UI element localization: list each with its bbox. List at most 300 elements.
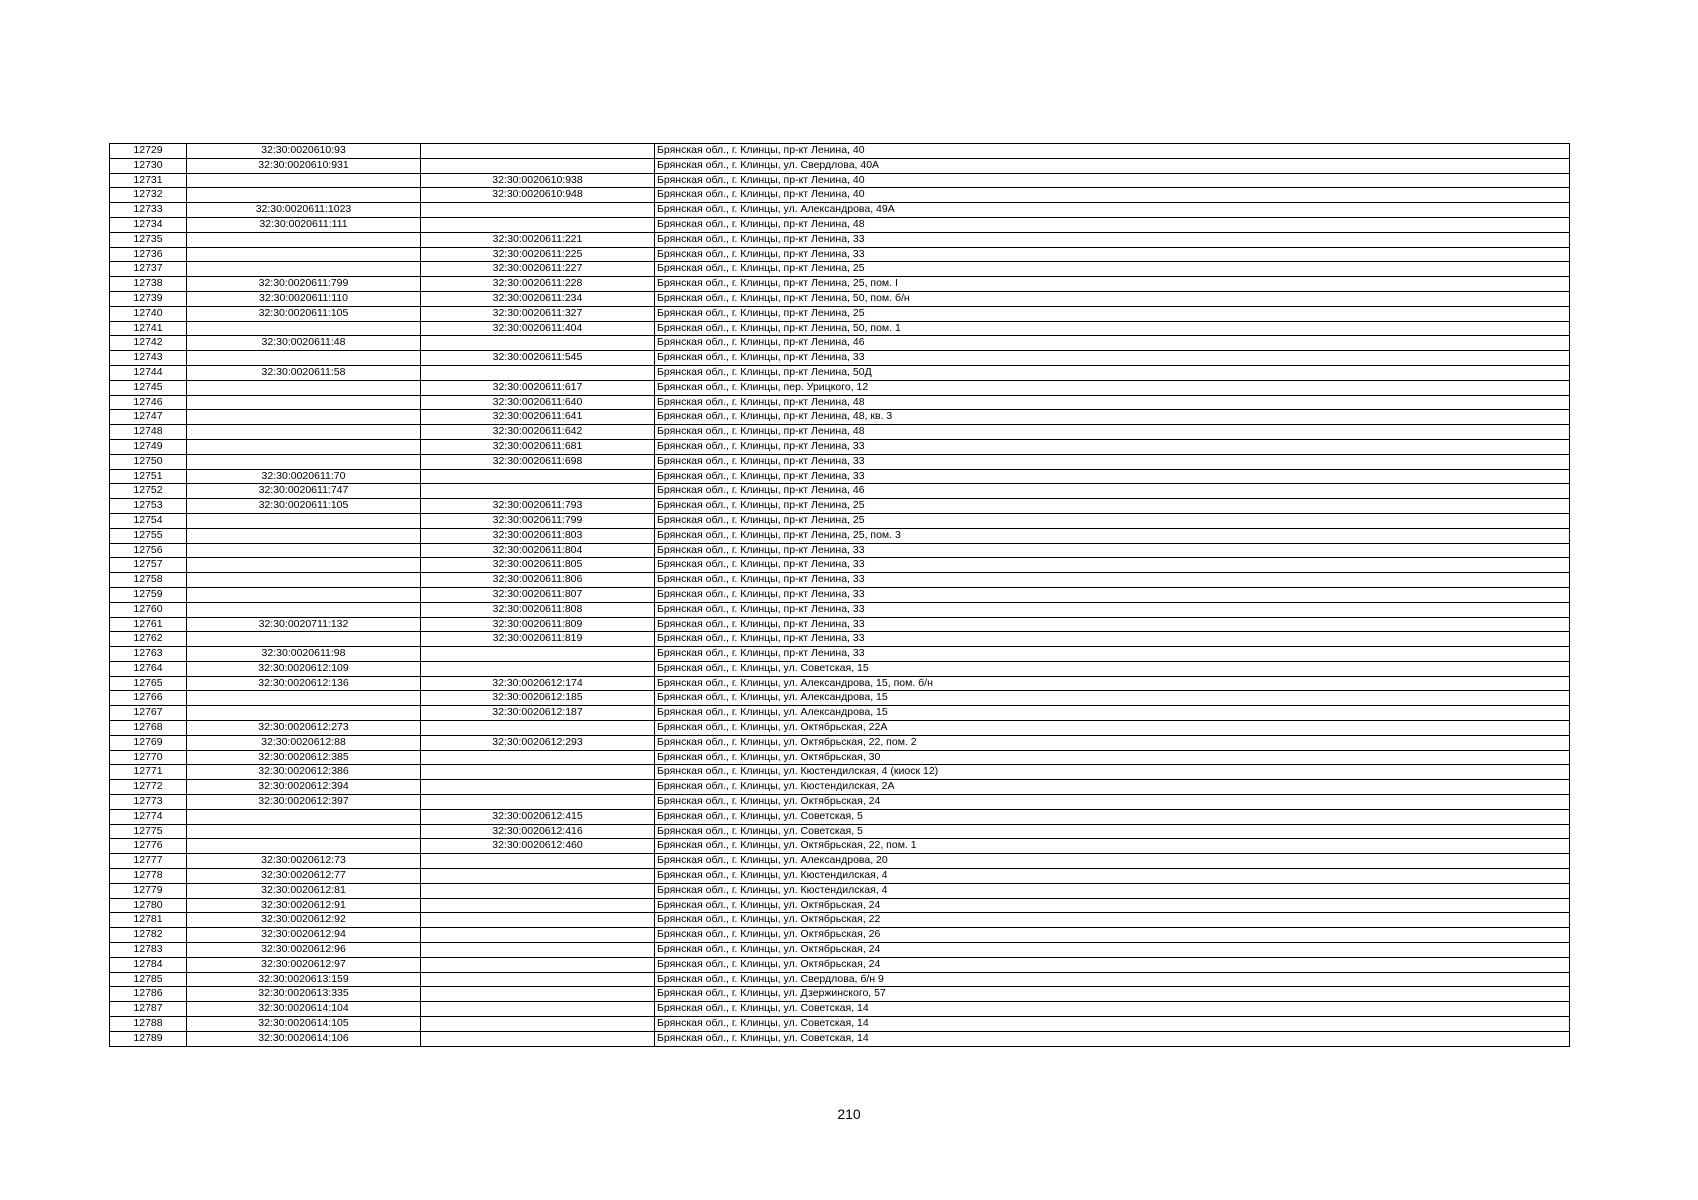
- related-cadastral-number-cell: 32:30:0020611:228: [421, 277, 655, 292]
- row-number-cell: 12770: [110, 750, 187, 765]
- related-cadastral-number-cell: 32:30:0020612:185: [421, 691, 655, 706]
- row-number-cell: 12742: [110, 336, 187, 351]
- table-row: [110, 957, 1570, 972]
- related-cadastral-number-cell: [421, 484, 655, 499]
- address-cell: Брянская обл., г. Клинцы, пр-кт Ленина, 48: [655, 395, 1570, 410]
- cadastral-number-cell: [187, 321, 421, 336]
- related-cadastral-number-cell: [421, 1002, 655, 1017]
- cadastral-number-cell: [187, 528, 421, 543]
- address-cell: Брянская обл., г. Клинцы, ул. Октябрьская, 24: [655, 943, 1570, 958]
- row-number-cell: 12773: [110, 795, 187, 810]
- address-cell: Брянская обл., г. Клинцы, пр-кт Ленина, 25: [655, 513, 1570, 528]
- address-cell: Брянская обл., г. Клинцы, ул. Александрова, 20: [655, 854, 1570, 869]
- address-cell: Брянская обл., г. Клинцы, ул. Кюстендилская, 4: [655, 869, 1570, 884]
- address-cell: Брянская обл., г. Клинцы, ул. Советская, 14: [655, 1017, 1570, 1032]
- cadastral-number-cell: 32:30:0020611:70: [187, 469, 421, 484]
- cadastral-number-cell: 32:30:0020612:109: [187, 661, 421, 676]
- row-number-cell: 12788: [110, 1017, 187, 1032]
- row-number-cell: 12752: [110, 484, 187, 499]
- table-row: [110, 809, 1570, 824]
- related-cadastral-number-cell: [421, 943, 655, 958]
- table-row: [110, 203, 1570, 218]
- address-cell: Брянская обл., г. Клинцы, ул. Октябрьская, 22: [655, 913, 1570, 928]
- row-number-cell: 12756: [110, 543, 187, 558]
- table-row: [110, 365, 1570, 380]
- table-row: [110, 602, 1570, 617]
- table-row: [110, 173, 1570, 188]
- table-row: [110, 869, 1570, 884]
- table-row: [110, 513, 1570, 528]
- cadastral-number-cell: [187, 691, 421, 706]
- address-cell: Брянская обл., г. Клинцы, пр-кт Ленина, 25, пом. 3: [655, 528, 1570, 543]
- cadastral-number-cell: 32:30:0020711:132: [187, 617, 421, 632]
- address-cell: Брянская обл., г. Клинцы, пр-кт Ленина, 50Д: [655, 365, 1570, 380]
- address-cell: Брянская обл., г. Клинцы, пр-кт Ленина, 50, пом. 1: [655, 321, 1570, 336]
- related-cadastral-number-cell: 32:30:0020611:225: [421, 247, 655, 262]
- table-row: [110, 469, 1570, 484]
- table-row: [110, 277, 1570, 292]
- row-number-cell: 12776: [110, 839, 187, 854]
- related-cadastral-number-cell: 32:30:0020611:221: [421, 232, 655, 247]
- address-cell: Брянская обл., г. Клинцы, ул. Октябрьская, 24: [655, 898, 1570, 913]
- address-cell: Брянская обл., г. Клинцы, ул. Свердлова, б/н 9: [655, 972, 1570, 987]
- table-row: [110, 706, 1570, 721]
- address-cell: Брянская обл., г. Клинцы, ул. Октябрьская, 30: [655, 750, 1570, 765]
- table-row: [110, 543, 1570, 558]
- address-cell: Брянская обл., г. Клинцы, ул. Александрова, 49А: [655, 203, 1570, 218]
- row-number-cell: 12729: [110, 144, 187, 159]
- registry-table: [109, 143, 1570, 1047]
- table-row: [110, 661, 1570, 676]
- address-cell: Брянская обл., г. Клинцы, пр-кт Ленина, 33: [655, 573, 1570, 588]
- cadastral-number-cell: [187, 543, 421, 558]
- table-row: [110, 439, 1570, 454]
- row-number-cell: 12774: [110, 809, 187, 824]
- table-row: [110, 750, 1570, 765]
- address-cell: Брянская обл., г. Клинцы, пр-кт Ленина, 33: [655, 469, 1570, 484]
- row-number-cell: 12766: [110, 691, 187, 706]
- cadastral-number-cell: 32:30:0020612:96: [187, 943, 421, 958]
- table-row: [110, 824, 1570, 839]
- row-number-cell: 12778: [110, 869, 187, 884]
- row-number-cell: 12731: [110, 173, 187, 188]
- row-number-cell: 12745: [110, 380, 187, 395]
- address-cell: Брянская обл., г. Клинцы, ул. Кюстендилская, 4: [655, 883, 1570, 898]
- address-cell: Брянская обл., г. Клинцы, ул. Октябрьская, 22, пом. 2: [655, 735, 1570, 750]
- related-cadastral-number-cell: 32:30:0020612:293: [421, 735, 655, 750]
- address-cell: Брянская обл., г. Клинцы, ул. Свердлова, 40А: [655, 158, 1570, 173]
- related-cadastral-number-cell: [421, 217, 655, 232]
- address-cell: Брянская обл., г. Клинцы, ул. Октябрьская, 24: [655, 957, 1570, 972]
- cadastral-number-cell: [187, 188, 421, 203]
- table-row: [110, 647, 1570, 662]
- address-cell: Брянская обл., г. Клинцы, пр-кт Ленина, 40: [655, 173, 1570, 188]
- cadastral-number-cell: [187, 839, 421, 854]
- row-number-cell: 12764: [110, 661, 187, 676]
- related-cadastral-number-cell: [421, 661, 655, 676]
- row-number-cell: 12730: [110, 158, 187, 173]
- address-cell: Брянская обл., г. Клинцы, пр-кт Ленина, 33: [655, 587, 1570, 602]
- row-number-cell: 12754: [110, 513, 187, 528]
- cadastral-number-cell: 32:30:0020610:93: [187, 144, 421, 159]
- table-row: [110, 291, 1570, 306]
- cadastral-number-cell: 32:30:0020614:104: [187, 1002, 421, 1017]
- related-cadastral-number-cell: 32:30:0020611:808: [421, 602, 655, 617]
- cadastral-number-cell: [187, 558, 421, 573]
- address-cell: Брянская обл., г. Клинцы, пр-кт Ленина, 33: [655, 632, 1570, 647]
- cadastral-number-cell: [187, 173, 421, 188]
- cadastral-number-cell: [187, 425, 421, 440]
- cadastral-number-cell: 32:30:0020611:747: [187, 484, 421, 499]
- page-number: 210: [837, 1106, 861, 1122]
- related-cadastral-number-cell: 32:30:0020611:793: [421, 499, 655, 514]
- table-row: [110, 943, 1570, 958]
- address-cell: Брянская обл., г. Клинцы, пр-кт Ленина, 33: [655, 543, 1570, 558]
- address-cell: Брянская обл., г. Клинцы, пр-кт Ленина, 33: [655, 232, 1570, 247]
- row-number-cell: 12749: [110, 439, 187, 454]
- cadastral-number-cell: 32:30:0020612:77: [187, 869, 421, 884]
- cadastral-number-cell: 32:30:0020612:394: [187, 780, 421, 795]
- related-cadastral-number-cell: [421, 750, 655, 765]
- address-cell: Брянская обл., г. Клинцы, ул. Октябрьская, 26: [655, 928, 1570, 943]
- table-row: [110, 854, 1570, 869]
- address-cell: Брянская обл., г. Клинцы, пр-кт Ленина, 33: [655, 558, 1570, 573]
- cadastral-number-cell: 32:30:0020613:159: [187, 972, 421, 987]
- related-cadastral-number-cell: [421, 647, 655, 662]
- table-row: [110, 691, 1570, 706]
- related-cadastral-number-cell: [421, 469, 655, 484]
- cadastral-number-cell: [187, 380, 421, 395]
- cadastral-number-cell: 32:30:0020612:136: [187, 676, 421, 691]
- table-row: [110, 232, 1570, 247]
- cadastral-number-cell: [187, 809, 421, 824]
- row-number-cell: 12751: [110, 469, 187, 484]
- cadastral-number-cell: 32:30:0020612:91: [187, 898, 421, 913]
- table-row: [110, 721, 1570, 736]
- cadastral-number-cell: [187, 632, 421, 647]
- cadastral-number-cell: 32:30:0020611:58: [187, 365, 421, 380]
- related-cadastral-number-cell: [421, 144, 655, 159]
- related-cadastral-number-cell: [421, 780, 655, 795]
- cadastral-number-cell: 32:30:0020612:88: [187, 735, 421, 750]
- table-row: [110, 765, 1570, 780]
- row-number-cell: 12780: [110, 898, 187, 913]
- table-row: [110, 676, 1570, 691]
- related-cadastral-number-cell: [421, 795, 655, 810]
- address-cell: Брянская обл., г. Клинцы, пр-кт Ленина, 25, пом. I: [655, 277, 1570, 292]
- table-row: [110, 351, 1570, 366]
- table-row: [110, 1002, 1570, 1017]
- cadastral-number-cell: [187, 602, 421, 617]
- related-cadastral-number-cell: 32:30:0020611:642: [421, 425, 655, 440]
- table-row: [110, 321, 1570, 336]
- related-cadastral-number-cell: 32:30:0020611:234: [421, 291, 655, 306]
- related-cadastral-number-cell: [421, 898, 655, 913]
- related-cadastral-number-cell: [421, 203, 655, 218]
- row-number-cell: 12737: [110, 262, 187, 277]
- address-cell: Брянская обл., г. Клинцы, пр-кт Ленина, 50, пом. б/н: [655, 291, 1570, 306]
- row-number-cell: 12741: [110, 321, 187, 336]
- table-row: [110, 454, 1570, 469]
- cadastral-number-cell: 32:30:0020611:1023: [187, 203, 421, 218]
- table-row: [110, 632, 1570, 647]
- table-row: [110, 247, 1570, 262]
- row-number-cell: 12787: [110, 1002, 187, 1017]
- address-cell: Брянская обл., г. Клинцы, ул. Октябрьская, 22А: [655, 721, 1570, 736]
- table-row: [110, 913, 1570, 928]
- row-number-cell: 12782: [110, 928, 187, 943]
- address-cell: Брянская обл., г. Клинцы, пр-кт Ленина, 25: [655, 262, 1570, 277]
- cadastral-number-cell: 32:30:0020611:105: [187, 306, 421, 321]
- cadastral-number-cell: [187, 395, 421, 410]
- row-number-cell: 12785: [110, 972, 187, 987]
- related-cadastral-number-cell: 32:30:0020612:174: [421, 676, 655, 691]
- related-cadastral-number-cell: [421, 957, 655, 972]
- row-number-cell: 12750: [110, 454, 187, 469]
- cadastral-number-cell: [187, 706, 421, 721]
- row-number-cell: 12743: [110, 351, 187, 366]
- related-cadastral-number-cell: 32:30:0020611:803: [421, 528, 655, 543]
- cadastral-number-cell: [187, 513, 421, 528]
- related-cadastral-number-cell: 32:30:0020610:948: [421, 188, 655, 203]
- table-row: [110, 306, 1570, 321]
- row-number-cell: 12760: [110, 602, 187, 617]
- address-cell: Брянская обл., г. Клинцы, ул. Октябрьская, 22, пом. 1: [655, 839, 1570, 854]
- table-row: [110, 336, 1570, 351]
- table-row: [110, 395, 1570, 410]
- row-number-cell: 12747: [110, 410, 187, 425]
- related-cadastral-number-cell: 32:30:0020611:804: [421, 543, 655, 558]
- related-cadastral-number-cell: 32:30:0020611:641: [421, 410, 655, 425]
- cadastral-number-cell: 32:30:0020612:97: [187, 957, 421, 972]
- table-row: [110, 617, 1570, 632]
- related-cadastral-number-cell: [421, 972, 655, 987]
- address-cell: Брянская обл., г. Клинцы, пр-кт Ленина, 33: [655, 617, 1570, 632]
- address-cell: Брянская обл., г. Клинцы, пр-кт Ленина, 33: [655, 454, 1570, 469]
- address-cell: Брянская обл., г. Клинцы, ул. Октябрьская, 24: [655, 795, 1570, 810]
- cadastral-number-cell: [187, 232, 421, 247]
- address-cell: Брянская обл., г. Клинцы, пр-кт Ленина, 48: [655, 425, 1570, 440]
- related-cadastral-number-cell: 32:30:0020611:819: [421, 632, 655, 647]
- address-cell: Брянская обл., г. Клинцы, ул. Александрова, 15, пом. б/н: [655, 676, 1570, 691]
- address-cell: Брянская обл., г. Клинцы, ул. Советская, 14: [655, 1002, 1570, 1017]
- table-row: [110, 928, 1570, 943]
- row-number-cell: 12757: [110, 558, 187, 573]
- cadastral-number-cell: 32:30:0020612:385: [187, 750, 421, 765]
- related-cadastral-number-cell: [421, 1017, 655, 1032]
- related-cadastral-number-cell: 32:30:0020611:640: [421, 395, 655, 410]
- row-number-cell: 12777: [110, 854, 187, 869]
- related-cadastral-number-cell: 32:30:0020611:227: [421, 262, 655, 277]
- related-cadastral-number-cell: 32:30:0020611:681: [421, 439, 655, 454]
- address-cell: Брянская обл., г. Клинцы, ул. Советская, 5: [655, 809, 1570, 824]
- row-number-cell: 12779: [110, 883, 187, 898]
- address-cell: Брянская обл., г. Клинцы, пр-кт Ленина, 46: [655, 484, 1570, 499]
- address-cell: Брянская обл., г. Клинцы, ул. Кюстендилская, 2А: [655, 780, 1570, 795]
- related-cadastral-number-cell: 32:30:0020611:698: [421, 454, 655, 469]
- table-row: [110, 144, 1570, 159]
- row-number-cell: 12753: [110, 499, 187, 514]
- cadastral-number-cell: [187, 573, 421, 588]
- related-cadastral-number-cell: [421, 987, 655, 1002]
- table-row: [110, 425, 1570, 440]
- address-cell: Брянская обл., г. Клинцы, пр-кт Ленина, 46: [655, 336, 1570, 351]
- related-cadastral-number-cell: 32:30:0020612:187: [421, 706, 655, 721]
- address-cell: Брянская обл., г. Клинцы, ул. Советская, 5: [655, 824, 1570, 839]
- row-number-cell: 12789: [110, 1031, 187, 1046]
- address-cell: Брянская обл., г. Клинцы, ул. Александрова, 15: [655, 706, 1570, 721]
- cadastral-number-cell: 32:30:0020612:94: [187, 928, 421, 943]
- address-cell: Брянская обл., г. Клинцы, пер. Урицкого, 12: [655, 380, 1570, 395]
- address-cell: Брянская обл., г. Клинцы, пр-кт Ленина, 40: [655, 144, 1570, 159]
- cadastral-number-cell: 32:30:0020612:273: [187, 721, 421, 736]
- address-cell: Брянская обл., г. Клинцы, ул. Советская, 15: [655, 661, 1570, 676]
- table-row: [110, 188, 1570, 203]
- related-cadastral-number-cell: [421, 158, 655, 173]
- related-cadastral-number-cell: 32:30:0020612:460: [421, 839, 655, 854]
- related-cadastral-number-cell: 32:30:0020611:807: [421, 587, 655, 602]
- related-cadastral-number-cell: [421, 854, 655, 869]
- table-row: [110, 528, 1570, 543]
- cadastral-number-cell: [187, 410, 421, 425]
- related-cadastral-number-cell: [421, 365, 655, 380]
- row-number-cell: 12783: [110, 943, 187, 958]
- row-number-cell: 12772: [110, 780, 187, 795]
- address-cell: Брянская обл., г. Клинцы, ул. Советская, 14: [655, 1031, 1570, 1046]
- row-number-cell: 12769: [110, 735, 187, 750]
- related-cadastral-number-cell: [421, 928, 655, 943]
- table-row: [110, 987, 1570, 1002]
- row-number-cell: 12748: [110, 425, 187, 440]
- cadastral-number-cell: 32:30:0020614:105: [187, 1017, 421, 1032]
- related-cadastral-number-cell: 32:30:0020611:799: [421, 513, 655, 528]
- address-cell: Брянская обл., г. Клинцы, ул. Кюстендилская, 4 (киоск 12): [655, 765, 1570, 780]
- cadastral-number-cell: 32:30:0020611:799: [187, 277, 421, 292]
- row-number-cell: 12767: [110, 706, 187, 721]
- row-number-cell: 12755: [110, 528, 187, 543]
- cadastral-number-cell: [187, 247, 421, 262]
- table-row: [110, 158, 1570, 173]
- row-number-cell: 12759: [110, 587, 187, 602]
- row-number-cell: 12744: [110, 365, 187, 380]
- row-number-cell: 12763: [110, 647, 187, 662]
- cadastral-number-cell: [187, 262, 421, 277]
- cadastral-number-cell: [187, 824, 421, 839]
- related-cadastral-number-cell: [421, 913, 655, 928]
- row-number-cell: 12733: [110, 203, 187, 218]
- related-cadastral-number-cell: 32:30:0020610:938: [421, 173, 655, 188]
- table-row: [110, 972, 1570, 987]
- cadastral-number-cell: 32:30:0020614:106: [187, 1031, 421, 1046]
- table-row: [110, 898, 1570, 913]
- address-cell: Брянская обл., г. Клинцы, пр-кт Ленина, 33: [655, 602, 1570, 617]
- address-cell: Брянская обл., г. Клинцы, пр-кт Ленина, 33: [655, 439, 1570, 454]
- row-number-cell: 12734: [110, 217, 187, 232]
- cadastral-number-cell: [187, 454, 421, 469]
- row-number-cell: 12738: [110, 277, 187, 292]
- address-cell: Брянская обл., г. Клинцы, ул. Александрова, 15: [655, 691, 1570, 706]
- row-number-cell: 12762: [110, 632, 187, 647]
- row-number-cell: 12775: [110, 824, 187, 839]
- related-cadastral-number-cell: [421, 1031, 655, 1046]
- related-cadastral-number-cell: [421, 765, 655, 780]
- cadastral-number-cell: 32:30:0020611:105: [187, 499, 421, 514]
- address-cell: Брянская обл., г. Клинцы, пр-кт Ленина, 48: [655, 217, 1570, 232]
- table-row: [110, 587, 1570, 602]
- row-number-cell: 12784: [110, 957, 187, 972]
- registry-table-body: [110, 144, 1570, 1047]
- table-row: [110, 217, 1570, 232]
- address-cell: Брянская обл., г. Клинцы, пр-кт Ленина, 48, кв. 3: [655, 410, 1570, 425]
- cadastral-number-cell: 32:30:0020611:98: [187, 647, 421, 662]
- cadastral-number-cell: [187, 351, 421, 366]
- row-number-cell: 12771: [110, 765, 187, 780]
- table-row: [110, 780, 1570, 795]
- related-cadastral-number-cell: 32:30:0020611:806: [421, 573, 655, 588]
- cadastral-number-cell: 32:30:0020612:386: [187, 765, 421, 780]
- related-cadastral-number-cell: 32:30:0020612:415: [421, 809, 655, 824]
- row-number-cell: 12739: [110, 291, 187, 306]
- related-cadastral-number-cell: 32:30:0020611:809: [421, 617, 655, 632]
- table-row: [110, 380, 1570, 395]
- cadastral-number-cell: 32:30:0020610:931: [187, 158, 421, 173]
- address-cell: Брянская обл., г. Клинцы, пр-кт Ленина, 25: [655, 499, 1570, 514]
- row-number-cell: 12732: [110, 188, 187, 203]
- row-number-cell: 12765: [110, 676, 187, 691]
- table-row: [110, 573, 1570, 588]
- related-cadastral-number-cell: [421, 883, 655, 898]
- cadastral-number-cell: 32:30:0020611:110: [187, 291, 421, 306]
- table-row: [110, 795, 1570, 810]
- cadastral-number-cell: 32:30:0020612:397: [187, 795, 421, 810]
- table-row: [110, 484, 1570, 499]
- row-number-cell: 12768: [110, 721, 187, 736]
- cadastral-number-cell: 32:30:0020612:73: [187, 854, 421, 869]
- table-row: [110, 1031, 1570, 1046]
- address-cell: Брянская обл., г. Клинцы, пр-кт Ленина, 33: [655, 351, 1570, 366]
- related-cadastral-number-cell: 32:30:0020611:617: [421, 380, 655, 395]
- table-row: [110, 499, 1570, 514]
- cadastral-number-cell: 32:30:0020613:335: [187, 987, 421, 1002]
- address-cell: Брянская обл., г. Клинцы, ул. Дзержинского, 57: [655, 987, 1570, 1002]
- address-cell: Брянская обл., г. Клинцы, пр-кт Ленина, 33: [655, 247, 1570, 262]
- row-number-cell: 12758: [110, 573, 187, 588]
- table-row: [110, 410, 1570, 425]
- related-cadastral-number-cell: [421, 721, 655, 736]
- related-cadastral-number-cell: [421, 869, 655, 884]
- row-number-cell: 12736: [110, 247, 187, 262]
- table-row: [110, 883, 1570, 898]
- cadastral-number-cell: 32:30:0020611:111: [187, 217, 421, 232]
- related-cadastral-number-cell: 32:30:0020611:545: [421, 351, 655, 366]
- row-number-cell: 12786: [110, 987, 187, 1002]
- address-cell: Брянская обл., г. Клинцы, пр-кт Ленина, 25: [655, 306, 1570, 321]
- table-row: [110, 1017, 1570, 1032]
- related-cadastral-number-cell: 32:30:0020611:327: [421, 306, 655, 321]
- row-number-cell: 12746: [110, 395, 187, 410]
- cadastral-number-cell: [187, 587, 421, 602]
- related-cadastral-number-cell: 32:30:0020611:404: [421, 321, 655, 336]
- related-cadastral-number-cell: 32:30:0020612:416: [421, 824, 655, 839]
- cadastral-number-cell: [187, 439, 421, 454]
- cadastral-number-cell: 32:30:0020612:92: [187, 913, 421, 928]
- cadastral-number-cell: 32:30:0020611:48: [187, 336, 421, 351]
- row-number-cell: 12761: [110, 617, 187, 632]
- table-row: [110, 262, 1570, 277]
- related-cadastral-number-cell: [421, 336, 655, 351]
- table-row: [110, 735, 1570, 750]
- row-number-cell: 12781: [110, 913, 187, 928]
